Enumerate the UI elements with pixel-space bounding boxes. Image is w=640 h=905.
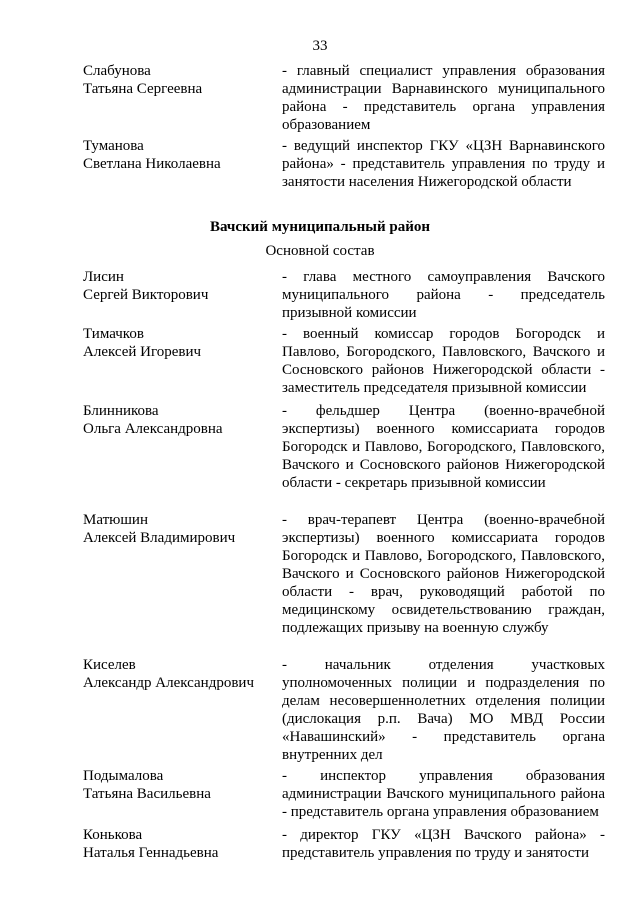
- member-first-name: Алексей Игоревич: [83, 344, 202, 360]
- section-subheading: Основной состав: [265, 243, 375, 259]
- member-first-name: Сергей Викторович: [83, 287, 209, 303]
- member-name: [83, 511, 273, 547]
- member-role: - ведущий инспектор ГКУ «ЦЗН Варнавинского района» - представитель управления по труду и занятости населения Нижегородской области: [282, 138, 605, 190]
- member-last-name: Тимачков: [83, 326, 144, 342]
- member-last-name: Блинникова: [83, 403, 159, 419]
- member-first-name: Алексей Владимирович: [83, 530, 236, 546]
- member-role: - инспектор управления образования администрации Вачского муниципального района - представитель органа управления образованием: [282, 768, 605, 820]
- member-first-name: Татьяна Сергеевна: [83, 81, 203, 97]
- member-name: [83, 826, 273, 862]
- member-last-name: Матюшин: [83, 512, 148, 528]
- section-heading: Вачский муниципальный район: [210, 219, 430, 235]
- member-last-name: Подымалова: [83, 768, 164, 784]
- member-role: - военный комиссар городов Богородск и Павлово, Богородского, Павловского, Вачского и Сосновского районов Нижегородской области - заместитель председателя призывной комиссии: [282, 326, 605, 396]
- member-last-name: Конькова: [83, 827, 143, 843]
- member-last-name: Лисин: [83, 269, 124, 285]
- member-name: [83, 325, 273, 361]
- member-last-name: Слабунова: [83, 63, 151, 79]
- member-role: - директор ГКУ «ЦЗН Вачского района» - представитель управления по труду и занятости: [282, 827, 605, 861]
- member-first-name: Татьяна Васильевна: [83, 786, 211, 802]
- member-name: [83, 137, 273, 173]
- member-name: [83, 767, 273, 803]
- member-role: - начальник отделения участковых уполномоченных полиции и подразделения по делам несовершеннолетних отделения полиции (дислокация р.п. Вача) МО МВД России «Навашинский» - представитель органа внутренних дел: [282, 657, 605, 763]
- member-role: - глава местного самоуправления Вачского муниципального района - председатель призывной комиссии: [282, 269, 605, 321]
- member-name: [83, 268, 273, 304]
- member-last-name: Туманова: [83, 138, 144, 154]
- member-name: [83, 402, 273, 438]
- member-first-name: Наталья Геннадьевна: [83, 845, 219, 861]
- member-role: - врач-терапевт Центра (военно-врачебной экспертизы) военного комиссариата городов Богородск и Павлово, Богородского, Павловского, Вачского и Сосновского районов Нижегородской области - врач, руководящий работой по медицинскому освидетельствованию граждан, подлежащих призыву на военную службу: [282, 512, 605, 636]
- page-number: 33: [312, 38, 328, 54]
- member-role: - главный специалист управления образования администрации Варнавинского муниципального района - представитель органа управления образованием: [282, 63, 605, 133]
- member-first-name: Александр Александрович: [83, 675, 254, 691]
- member-name: [83, 62, 273, 98]
- member-first-name: Ольга Александровна: [83, 421, 223, 437]
- member-last-name: Киселев: [83, 657, 136, 673]
- member-first-name: Светлана Николаевна: [83, 156, 221, 172]
- member-name: [83, 656, 273, 692]
- member-role: - фельдшер Центра (военно-врачебной экспертизы) военного комиссариата городов Богородск и Павлово, Богородского, Павловского, Вачского и Сосновского районов Нижегородской области - секретарь призывной комиссии: [282, 403, 605, 491]
